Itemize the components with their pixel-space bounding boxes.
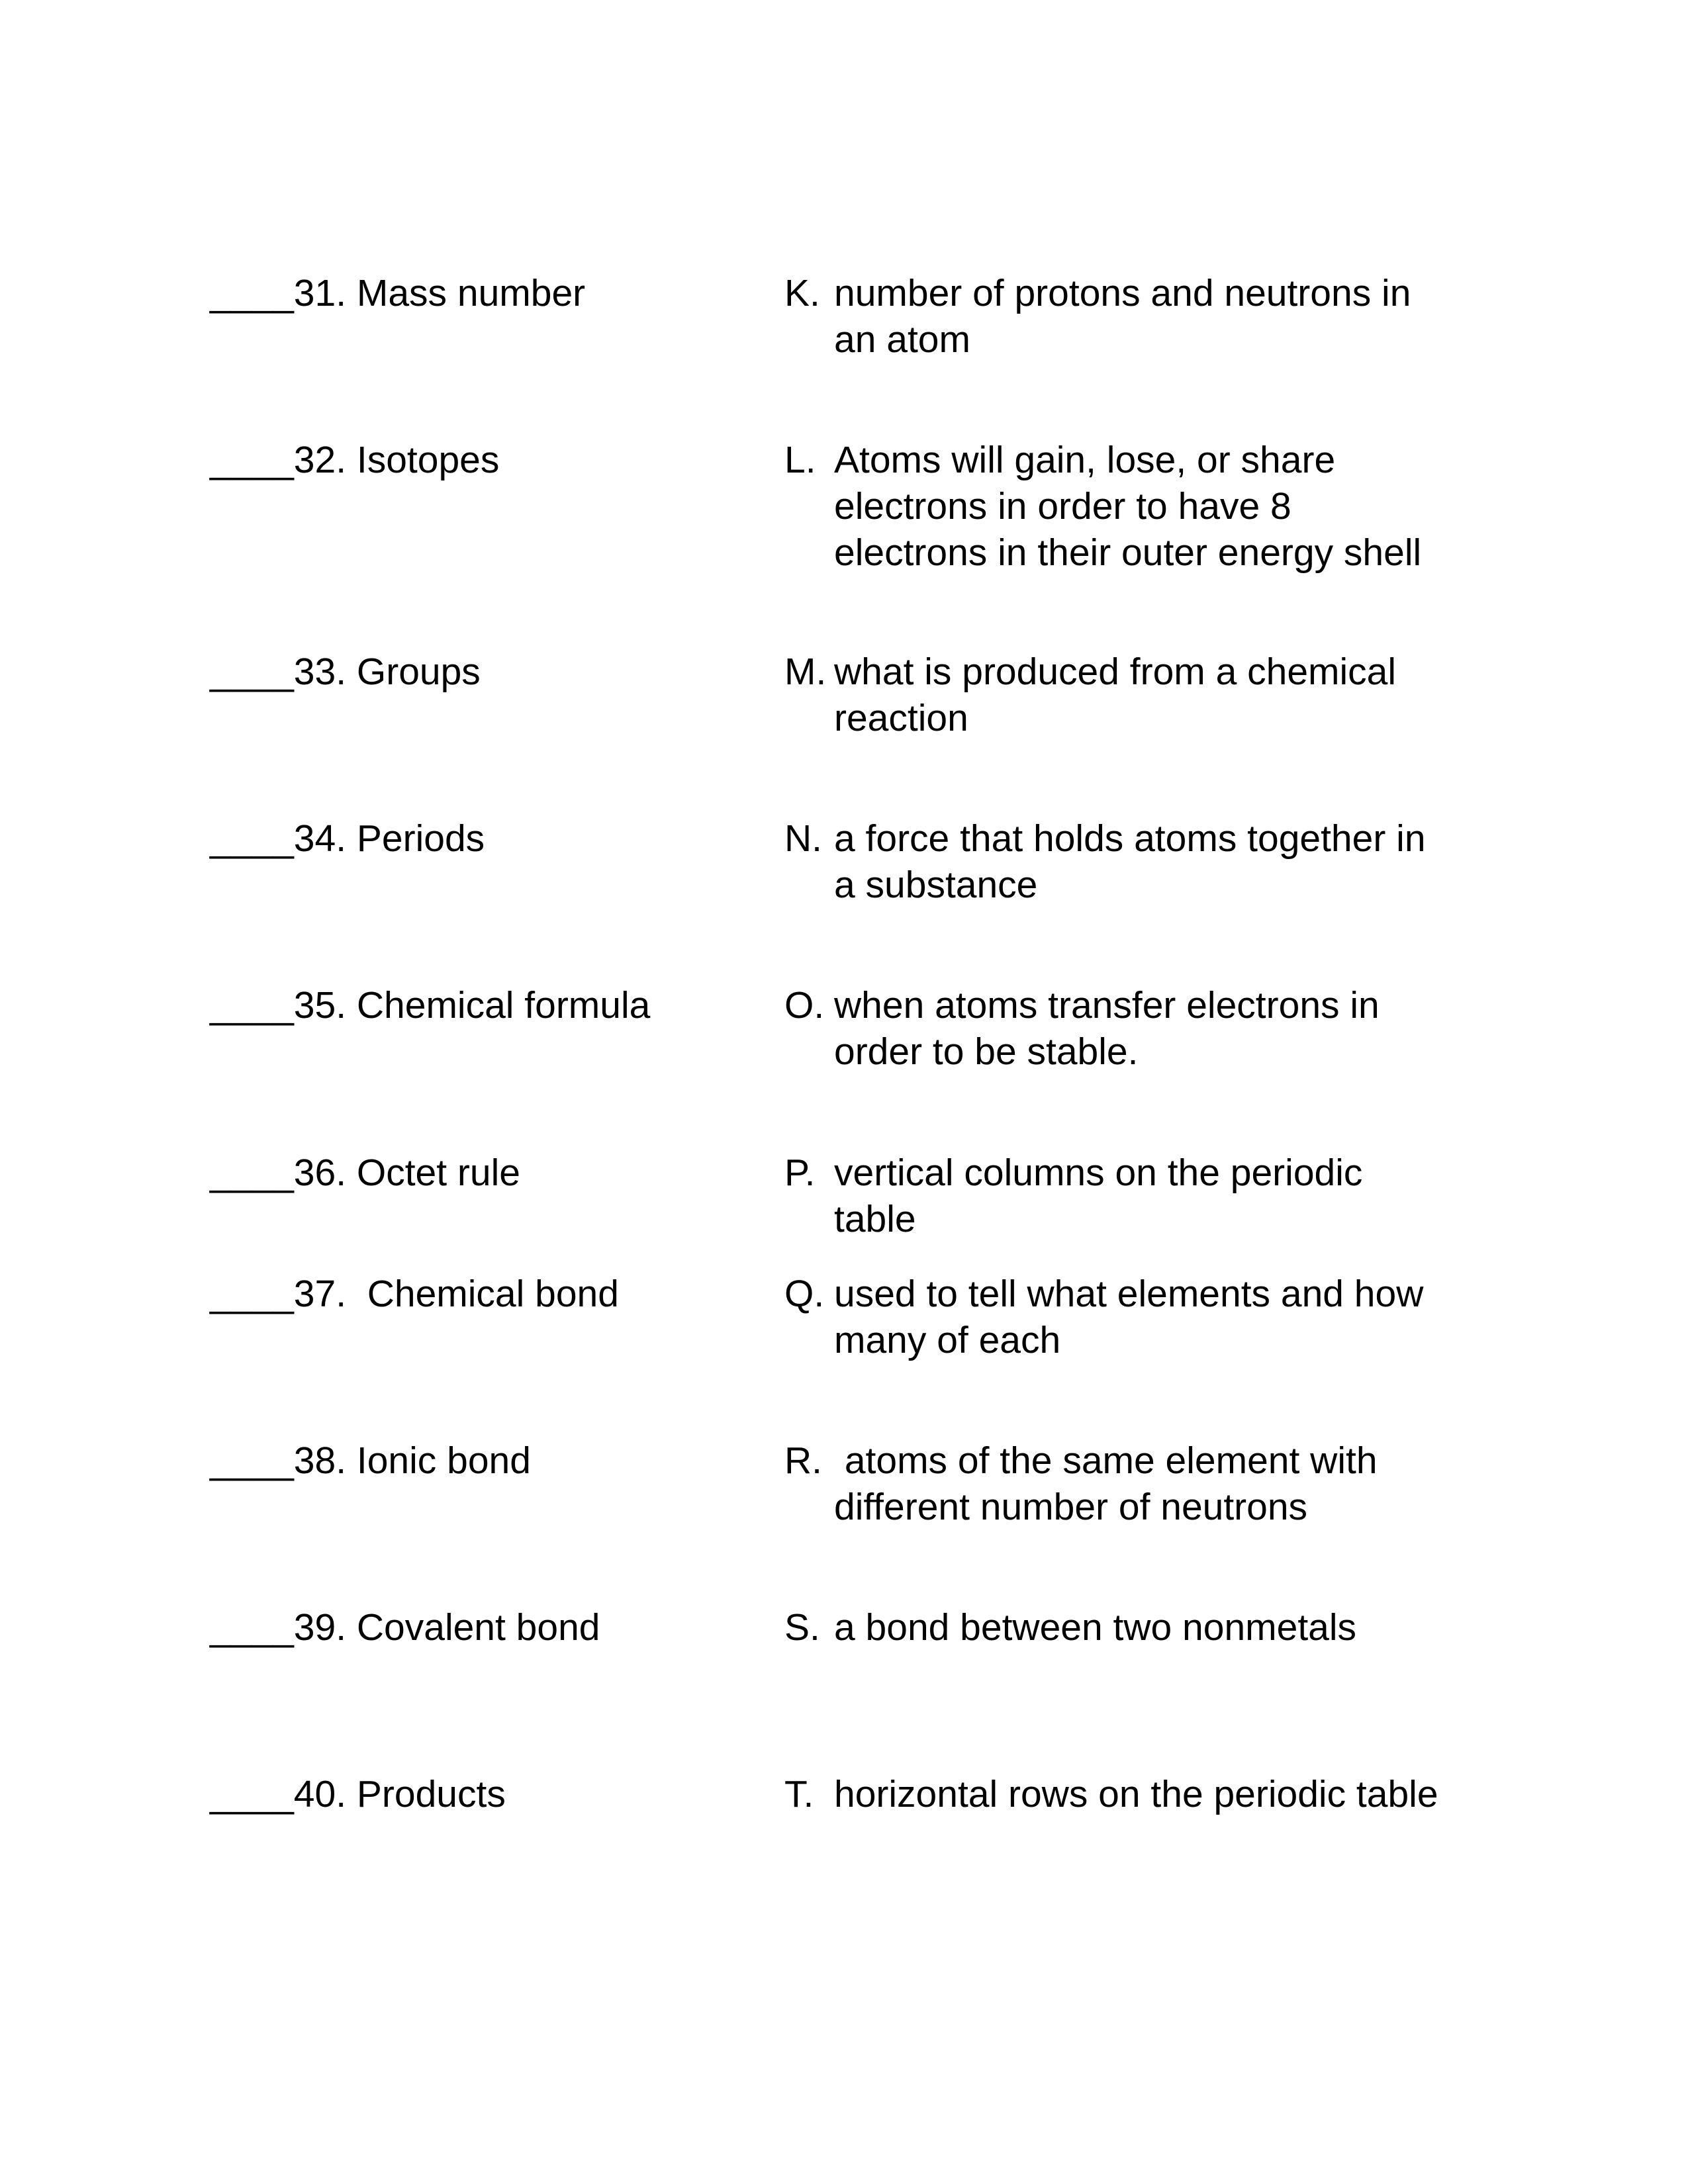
term-label: ____33. Groups [210,651,481,693]
definition-text [834,1771,1470,1817]
definition-letter: N. [784,817,822,860]
definition-line: reaction [834,697,968,739]
definition-line: what is produced from a chemical [834,651,1397,693]
definition-letter: T. [784,1773,814,1815]
definition-line: electrons in order to have 8 [834,485,1291,527]
definition-letter: M. [784,651,827,693]
definition-text [834,815,1470,908]
definition-line: order to be stable. [834,1030,1139,1073]
definition-letter: S. [784,1606,820,1649]
definition-line: table [834,1198,916,1240]
term-label: ____31. Mass number [210,272,586,314]
definition-text [834,270,1470,363]
term-label: ____37. Chemical bond [210,1273,619,1315]
definition-line: vertical columns on the periodic [834,1152,1363,1194]
term-label: ____36. Octet rule [210,1152,520,1194]
term-label: ____39. Covalent bond [210,1606,600,1649]
definition-line: electrons in their outer energy shell [834,531,1422,574]
definition-line: horizontal rows on the periodic table [834,1773,1438,1815]
definition-text [834,437,1470,576]
definition-text [834,649,1470,741]
definition-line: a force that holds atoms together in [834,817,1426,860]
definition-text [834,1150,1470,1242]
definition-line: an atom [834,318,970,361]
definition-text [834,1437,1470,1530]
definition-text [834,1604,1470,1651]
definition-line: many of each [834,1319,1061,1361]
definition-line: a bond between two nonmetals [834,1606,1357,1649]
definition-line: atoms of the same element with [834,1439,1378,1482]
definition-letter: K. [784,272,820,314]
term-label: ____35. Chemical formula [210,984,651,1026]
definition-line: when atoms transfer electrons in [834,984,1380,1026]
term-label: ____40. Products [210,1773,506,1815]
definition-letter: Q. [784,1273,825,1315]
term-label: ____34. Periods [210,817,485,860]
definition-text [834,1271,1470,1363]
definition-letter: L. [784,439,816,481]
definition-line: different number of neutrons [834,1486,1308,1528]
definition-letter: R. [784,1439,822,1482]
definition-line: used to tell what elements and how [834,1273,1424,1315]
term-label: ____38. Ionic bond [210,1439,531,1482]
definition-letter: P. [784,1152,816,1194]
definition-line: a substance [834,864,1038,906]
definition-text [834,982,1470,1075]
definition-letter: O. [784,984,825,1026]
definition-line: number of protons and neutrons in [834,272,1411,314]
definition-line: Atoms will gain, lose, or share [834,439,1336,481]
term-label: ____32. Isotopes [210,439,500,481]
